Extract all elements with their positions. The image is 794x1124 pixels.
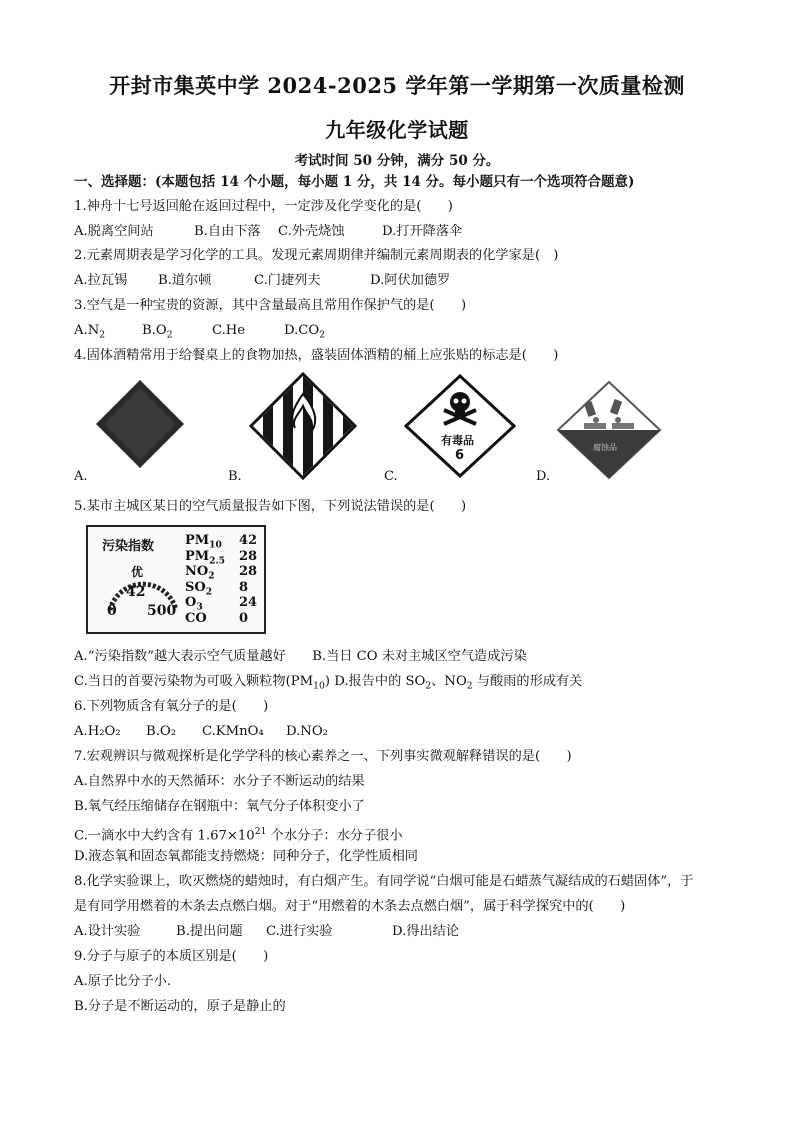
question-5-options-cd: C.当日的首要污染物为可吸入颗粒物$(PM_{10})$ D.报告中的 $SO_2$、$NO_2$ 与酸雨的形成有关: [74, 674, 583, 692]
exam-subtitle: 九年级化学试题: [325, 118, 469, 142]
scale-max: 500: [147, 603, 177, 619]
report-level: 优: [131, 565, 144, 579]
option-a: $A.N_2$: [74, 323, 106, 341]
corrosive-icon: [556, 380, 662, 480]
option-a: A.拉瓦锡: [74, 273, 128, 288]
hazard-label-d: D.: [536, 469, 551, 484]
toxic-class: 6: [455, 448, 465, 463]
option-a: A.设计实验: [74, 924, 141, 939]
question-1-stem: 1.神舟十七号返回舱在返回过程中，一定涉及化学变化的是( ): [74, 199, 453, 214]
question-2-stem: 2.元素周期表是学习化学的工具。发现元素周期律并编制元素周期表的化学家是( ): [74, 248, 559, 263]
question-9-option-a: A.原子比分子小.: [74, 974, 172, 989]
scale-min: 0: [107, 603, 117, 619]
question-5-stem: 5.某市主城区某日的空气质量报告如下图，下列说法错误的是( ): [74, 499, 467, 514]
question-6-stem: 6.下列物质含有氧分子的是( ): [74, 699, 269, 714]
option-c: C.进行实验: [266, 924, 333, 939]
section-heading: 一、选择题：(本题包括 14 个小题，每小题 1 分，共 14 分。每小题只有一个选项符合题意): [74, 174, 635, 190]
option-c: C.He: [212, 323, 246, 338]
option-b: $B.O_2$: [142, 323, 173, 341]
report-index: 42: [126, 584, 146, 600]
question-7-option-a: A.自然界中水的天然循环：水分子不断运动的结果: [74, 774, 365, 789]
option-b: B.O₂: [146, 724, 176, 739]
option-d: D.阿伏加德罗: [370, 273, 451, 288]
option-b: B.道尔顿: [158, 273, 212, 288]
option-c: C.KMnO₄: [202, 724, 264, 739]
hazard-symbol-a: [94, 378, 186, 470]
pollutant-row: $NO_2$ 28: [185, 564, 258, 582]
option-a: A.脱离空间站: [74, 224, 154, 239]
question-3-stem: 3.空气是一种宝贵的资源，其中含量最高且常用作保护气的是( ): [74, 298, 467, 313]
question-9-stem: 9.分子与原子的本质区别是( ): [74, 949, 269, 964]
option-d: $D.CO_2$: [284, 323, 326, 341]
question-7-option-b: B.氧气经压缩储存在钢瓶中：氧气分子体积变小了: [74, 799, 365, 814]
option-d: D.打开降落伞: [382, 224, 463, 239]
hazard-label-a: A.: [74, 469, 88, 484]
pollutant-row: $PM_{2.5}$ 28: [185, 548, 258, 567]
question-7-option-d: D.液态氧和固态氧都能支持燃烧：同种分子，化学性质相同: [74, 849, 418, 864]
pollutant-row: $O_3$ 24: [185, 595, 258, 613]
question-7-stem: 7.宏观辨识与微观探析是化学学科的核心素养之一、下列事实微观解释错误的是( ): [74, 749, 572, 764]
corrosive-label: 腐蚀品: [593, 443, 617, 452]
option-c: C.门捷列夫: [254, 273, 321, 288]
option-d: D.NO₂: [286, 724, 328, 739]
exam-title: 开封市集英中学 2024-2025 学年第一学期第一次质量检测: [109, 73, 685, 98]
pollutant-row: $SO_2$ 8: [185, 579, 249, 598]
option-c: C.外壳烧蚀: [278, 224, 345, 239]
option-b: B.提出问题: [176, 924, 243, 939]
air-quality-report: [86, 525, 266, 634]
option-d: D.得出结论: [392, 924, 460, 939]
hazard-label-c: C.: [384, 469, 398, 484]
question-8-stem-line2: 是有同学用燃着的木条去点燃白烟。对于“用燃着的木条去点燃白烟”，属于科学探究中的( ): [74, 899, 626, 914]
pollutant-list: [185, 533, 263, 626]
exam-info: 考试时间 50 分钟，满分 50 分。: [294, 153, 500, 169]
option-a: A.H₂O₂: [74, 724, 121, 739]
option-b: B.自由下落: [194, 224, 261, 239]
question-8-stem-line1: 8.化学实验课上，吹灭燃烧的蜡烛时，有白烟产生。有同学说“白烟可能是石蜡蒸气凝结成的石蜡固体”，于: [74, 874, 694, 889]
question-7-option-c: C.一滴水中大约含有 $1.67\times 10^{21}$ 个水分子：水分子很小: [74, 826, 403, 844]
question-5-options-ab: A.“污染指数”越大表示空气质量越好 B.当日 CO 未对主城区空气造成污染: [74, 649, 527, 664]
toxic-label: 有毒品: [441, 434, 474, 447]
hazard-symbols: [74, 372, 714, 487]
question-4-stem: 4.固体酒精常用于给餐桌上的食物加热，盛装固体酒精的桶上应张贴的标志是( ): [74, 348, 559, 363]
pollutant-row: CO 0: [185, 610, 249, 626]
flammable-solid-icon: [249, 372, 357, 480]
hazard-label-b: B.: [228, 469, 242, 484]
question-9-option-b: B.分子是不断运动的，原子是静止的: [74, 999, 286, 1014]
report-title: 污染指数: [102, 539, 155, 554]
pollutant-row: $PM_{10}$ 42: [185, 533, 258, 551]
